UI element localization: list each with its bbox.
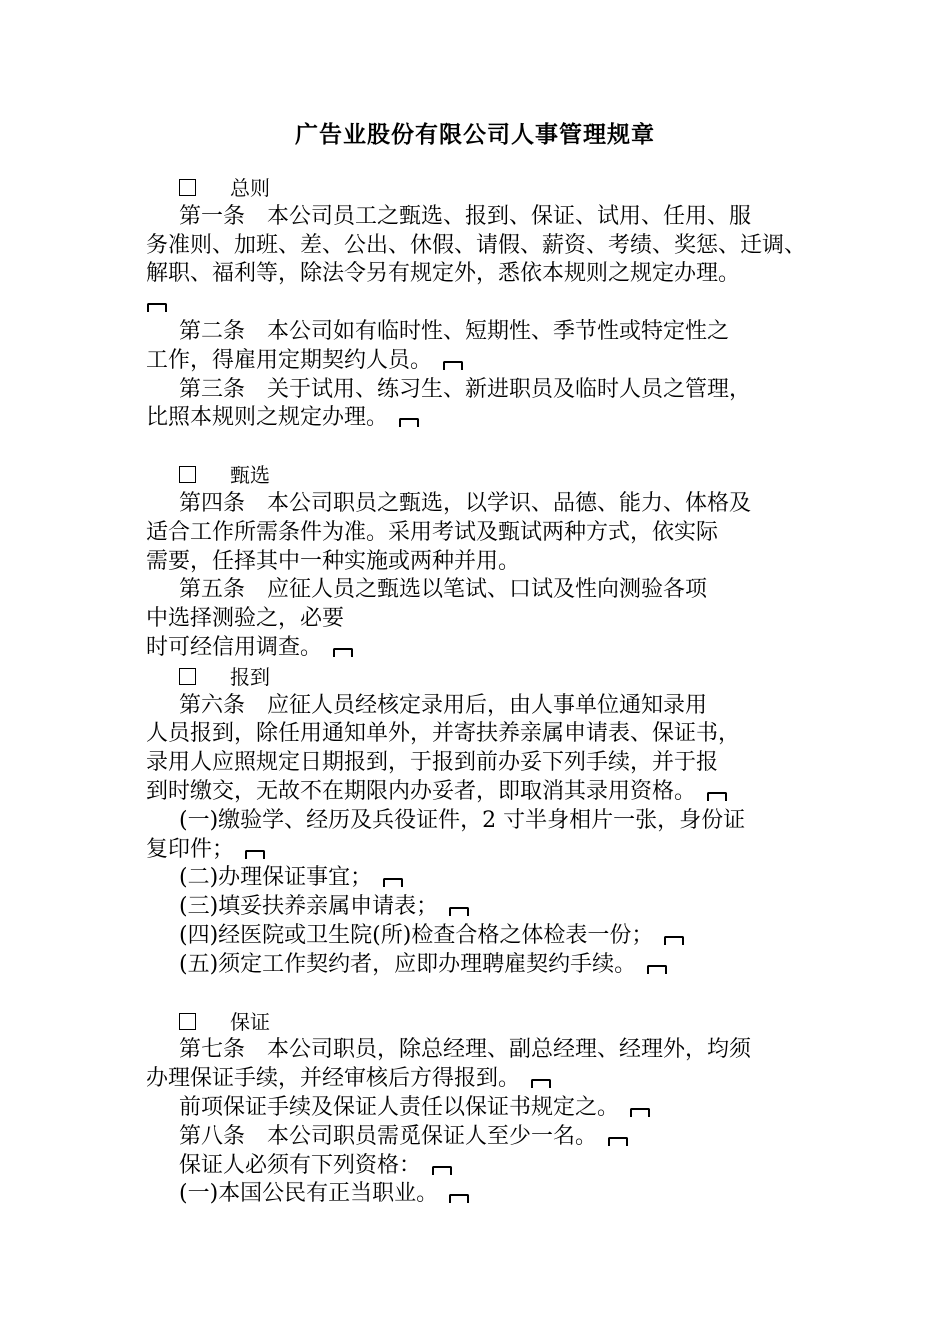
paragraph-mark-icon <box>448 903 470 915</box>
article-6-line-3: 录用人应照规定日期报到，于报到前办妥下列手续，并于报 <box>146 750 719 776</box>
article-4-line-1: 第四条 本公司职员之甄选，以学识、品德、能力、体格及 <box>179 490 752 516</box>
article-8-item-1: (一)本国公民有正当职业。 <box>179 1181 439 1207</box>
paragraph-mark-icon <box>448 1190 470 1202</box>
paragraph-mark-icon <box>382 874 404 886</box>
article-6-line-4-row <box>146 778 816 807</box>
article-3-line-2: 比照本规则之规定办理。 <box>146 405 389 431</box>
item-4-row <box>146 922 816 951</box>
article-7-line-2-row <box>146 1065 816 1094</box>
item-1-line-2-row <box>146 836 816 865</box>
paragraph-mark-icon <box>332 644 354 656</box>
item-1-line-2: 复印件； <box>146 836 235 862</box>
article-4-line-2: 适合工作所需条件为准。采用考试及甄试两种方式，依实际 <box>146 519 719 545</box>
article-7-line-1: 第七条 本公司职员，除总经理、副总经理、经理外，均须 <box>179 1037 752 1063</box>
item-3-row <box>146 893 816 922</box>
article-7-para-2: 前项保证手续及保证人责任以保证书规定之。 <box>179 1094 620 1120</box>
paragraph-mark-icon <box>442 357 464 369</box>
article-1-line-2: 务准则、加班、差、公出、休假、请假、薪资、考绩、奖惩、迁调、 <box>146 232 807 258</box>
section-heading-guarantee: 保证 <box>146 1008 816 1037</box>
article-1-line-3: 解职、福利等，除法令另有规定外，悉依本规则之规定办理。 <box>146 261 741 287</box>
article-8-line-1: 第八条 本公司职员需觅保证人至少一名。 <box>179 1123 598 1149</box>
article-3-line-1: 第三条 关于试用、练习生、新进职员及临时人员之管理， <box>179 376 752 402</box>
item-4: (四)经医院或卫生院(所)检查合格之体检表一份； <box>179 922 654 948</box>
article-2-line-2: 工作，得雇用定期契约人员。 <box>146 347 433 373</box>
article-3-line-2-row <box>146 404 816 433</box>
paragraph-mark-icon <box>706 788 728 800</box>
paragraph-mark-icon <box>431 1162 453 1174</box>
article-7-para-2-row <box>146 1094 816 1123</box>
section-heading-selection: 甄选 <box>146 461 816 490</box>
article-8-line-1-row <box>146 1123 816 1152</box>
article-2-line-2-row <box>146 347 816 376</box>
item-1-line-1: (一)缴验学、经历及兵役证件，2 寸半身相片一张，身份证 <box>179 807 746 833</box>
spacer <box>146 433 816 461</box>
paragraph-mark-icon <box>629 1104 651 1116</box>
paragraph-mark-icon <box>646 961 668 973</box>
article-8-para-2: 保证人必须有下列资格： <box>179 1152 422 1178</box>
article-1-line-1: 第一条 本公司员工之甄选、报到、保证、试用、任用、服 <box>179 203 752 229</box>
article-6-line-4: 到时缴交，无故不在期限内办妥者，即取消其录用资格。 <box>146 778 697 804</box>
item-3: (三)填妥扶养亲属申请表； <box>179 894 439 920</box>
spacer <box>146 980 816 1008</box>
article-8-item-1-row <box>146 1180 816 1209</box>
item-2: (二)办理保证事宜； <box>179 865 373 891</box>
section-heading-general: 总则 <box>146 174 816 203</box>
paragraph-mark-icon <box>607 1133 629 1145</box>
article-4-line-3: 需要，任择其中一种实施或两种并用。 <box>146 548 521 574</box>
article-2-line-1: 第二条 本公司如有临时性、短期性、季节性或特定性之 <box>179 318 730 344</box>
article-6-line-2: 人员报到，除任用通知单外，并寄扶养亲属申请表、保证书， <box>146 721 741 747</box>
checkbox-square-icon <box>179 1013 196 1030</box>
document-title: 广告业股份有限公司人事管理规章 <box>295 122 655 148</box>
checkbox-square-icon <box>179 466 196 483</box>
paragraph-mark-icon <box>398 414 420 426</box>
item-5: (五)须定工作契约者，应即办理聘雇契约手续。 <box>179 951 637 977</box>
checkbox-square-icon <box>179 179 196 196</box>
document-body <box>146 174 816 1209</box>
paragraph-mark-icon <box>530 1075 552 1087</box>
section-heading-report: 报到 <box>146 663 816 692</box>
article-5-line-3: 时可经信用调查。 <box>146 634 323 660</box>
paragraph-mark-icon <box>244 846 266 858</box>
article-7-line-2: 办理保证手续，并经审核后方得报到。 <box>146 1066 521 1092</box>
article-5-line-1: 第五条 应征人员之甄选以笔试、口试及性向测验各项 <box>179 577 708 603</box>
article-5-line-2: 中选择测验之，必要 <box>146 606 345 632</box>
paragraph-mark-icon <box>663 932 685 944</box>
article-5-line-3-row <box>146 634 816 663</box>
item-2-row <box>146 864 816 893</box>
checkbox-square-icon <box>179 668 196 685</box>
paragraph-mark-line <box>146 289 816 318</box>
article-8-para-2-row <box>146 1152 816 1181</box>
article-6-line-1: 第六条 应征人员经核定录用后，由人事单位通知录用 <box>179 692 708 718</box>
paragraph-mark-icon <box>146 299 168 311</box>
item-5-row <box>146 951 816 980</box>
